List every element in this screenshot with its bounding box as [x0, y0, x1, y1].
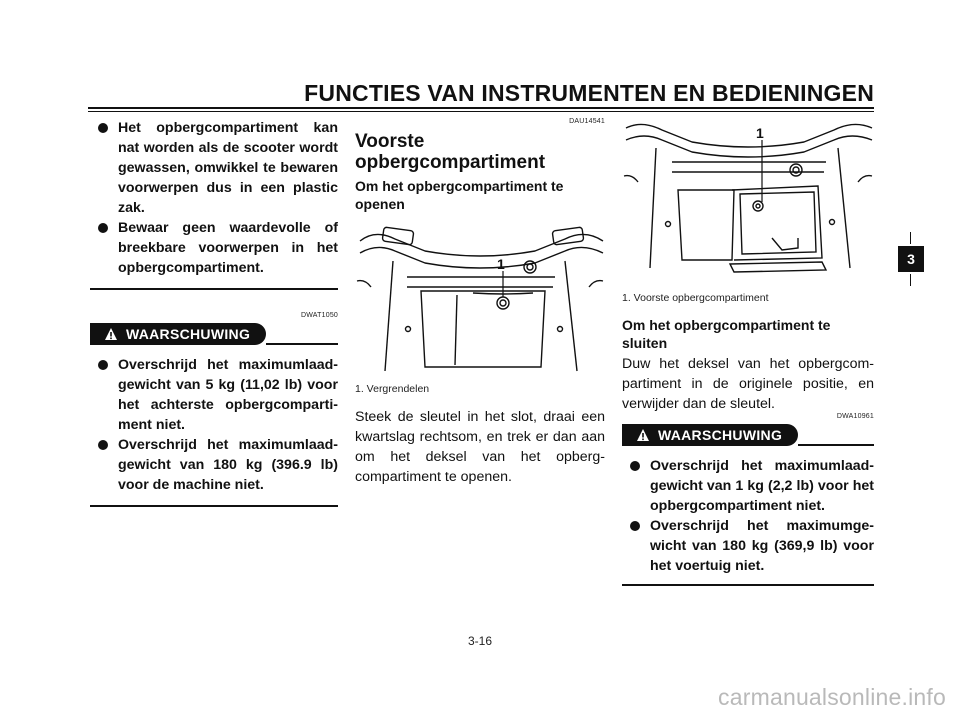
bullet-icon: [630, 461, 640, 471]
body-paragraph: Steek de sleutel in het slot, draai een kwartslag rechtsom, en trek er dan aan om het deksel van het opberg-compartiment te openen.: [355, 409, 605, 485]
page-header-title: FUNCTIES VAN INSTRUMENTEN EN BEDIENINGEN: [304, 80, 874, 106]
section-rule: [90, 288, 338, 290]
warning-code: DWAT1050: [301, 312, 338, 319]
figure-caption: 1. Vergrendelen: [355, 383, 430, 395]
warning-bullet-list: [90, 355, 338, 495]
warning-bullet-item: Overschrijd het maximumlaad-gewicht van 5 kg (11,02 lb) voor het achterste opbergcomparti-ment niet.: [90, 355, 338, 435]
warning-label: WAARSCHUWING: [126, 326, 251, 342]
section-code: DAU14541: [569, 118, 605, 125]
warning-header: [90, 323, 338, 349]
watermark: carmanualsonline.info: [718, 684, 946, 710]
chapter-tab-line-top: [910, 232, 911, 244]
section-rule: [622, 584, 874, 586]
warning-header: [622, 424, 874, 450]
figure-callout: 1: [756, 125, 764, 141]
chapter-tab: 3: [898, 246, 924, 272]
warning-triangle-icon: [636, 428, 650, 442]
bullet-icon: [98, 123, 108, 133]
subheading-open: Om het opbergcompartiment te openen: [355, 178, 564, 212]
bullet-icon: [98, 440, 108, 450]
warning-badge: [90, 323, 266, 345]
warning-triangle-icon: [104, 327, 118, 341]
warning-label: WAARSCHUWING: [658, 427, 783, 443]
figure-caption: 1. Voorste opbergcompartiment: [622, 292, 769, 304]
warning-code: DWA10961: [836, 413, 874, 420]
column-left: [90, 118, 338, 507]
bullet-icon: [98, 360, 108, 370]
bullet-icon: [630, 521, 640, 531]
scooter-front-lock-illustration: [355, 221, 605, 377]
warning-bullet-item: Overschrijd het maximumge-wicht van 180 kg (369,9 lb) voor het voertuig niet.: [622, 516, 874, 576]
chapter-tab-line-bottom: [910, 274, 911, 286]
warning-bullet-item: Overschrijd het maximumlaad-gewicht van 1 kg (2,2 lb) voor het opbergcompartiment niet.: [622, 456, 874, 516]
warning-bullet-list: [622, 456, 874, 576]
page-number: 3-16: [467, 634, 493, 648]
figure-compartment: [622, 118, 874, 284]
figure-callout: 1: [497, 256, 505, 272]
bullet-item: Het opbergcompartiment kan nat worden als de scooter wordt gewassen, omwikkel te bewaren voorwerpen dus in een plastic zak.: [90, 118, 338, 218]
column-middle: [355, 118, 605, 487]
subheading-close: Om het opbergcompartiment te sluiten: [622, 317, 831, 351]
warning-rule: [266, 343, 338, 345]
figure-lock: [355, 221, 605, 377]
bullet-icon: [98, 223, 108, 233]
warning-badge: [622, 424, 798, 446]
warning-bullet-item: Overschrijd het maximumlaad-gewicht van 180 kg (396.9 lb) voor de machine niet.: [90, 435, 338, 495]
body-paragraph: Duw het deksel van het opbergcom-partiment in de originele positie, en verwijder dan de sleutel.: [622, 356, 874, 412]
section-heading: Voorste opbergcompartiment: [355, 131, 546, 173]
header-rule: [88, 107, 874, 113]
warning-rule: [798, 444, 874, 446]
notice-bullet-list: [90, 118, 338, 278]
bullet-item: Bewaar geen waardevolle of breekbare voorwerpen in het opbergcompartiment.: [90, 218, 338, 278]
column-right: [622, 118, 874, 586]
section-rule: [90, 505, 338, 507]
front-compartment-illustration: [622, 118, 874, 284]
